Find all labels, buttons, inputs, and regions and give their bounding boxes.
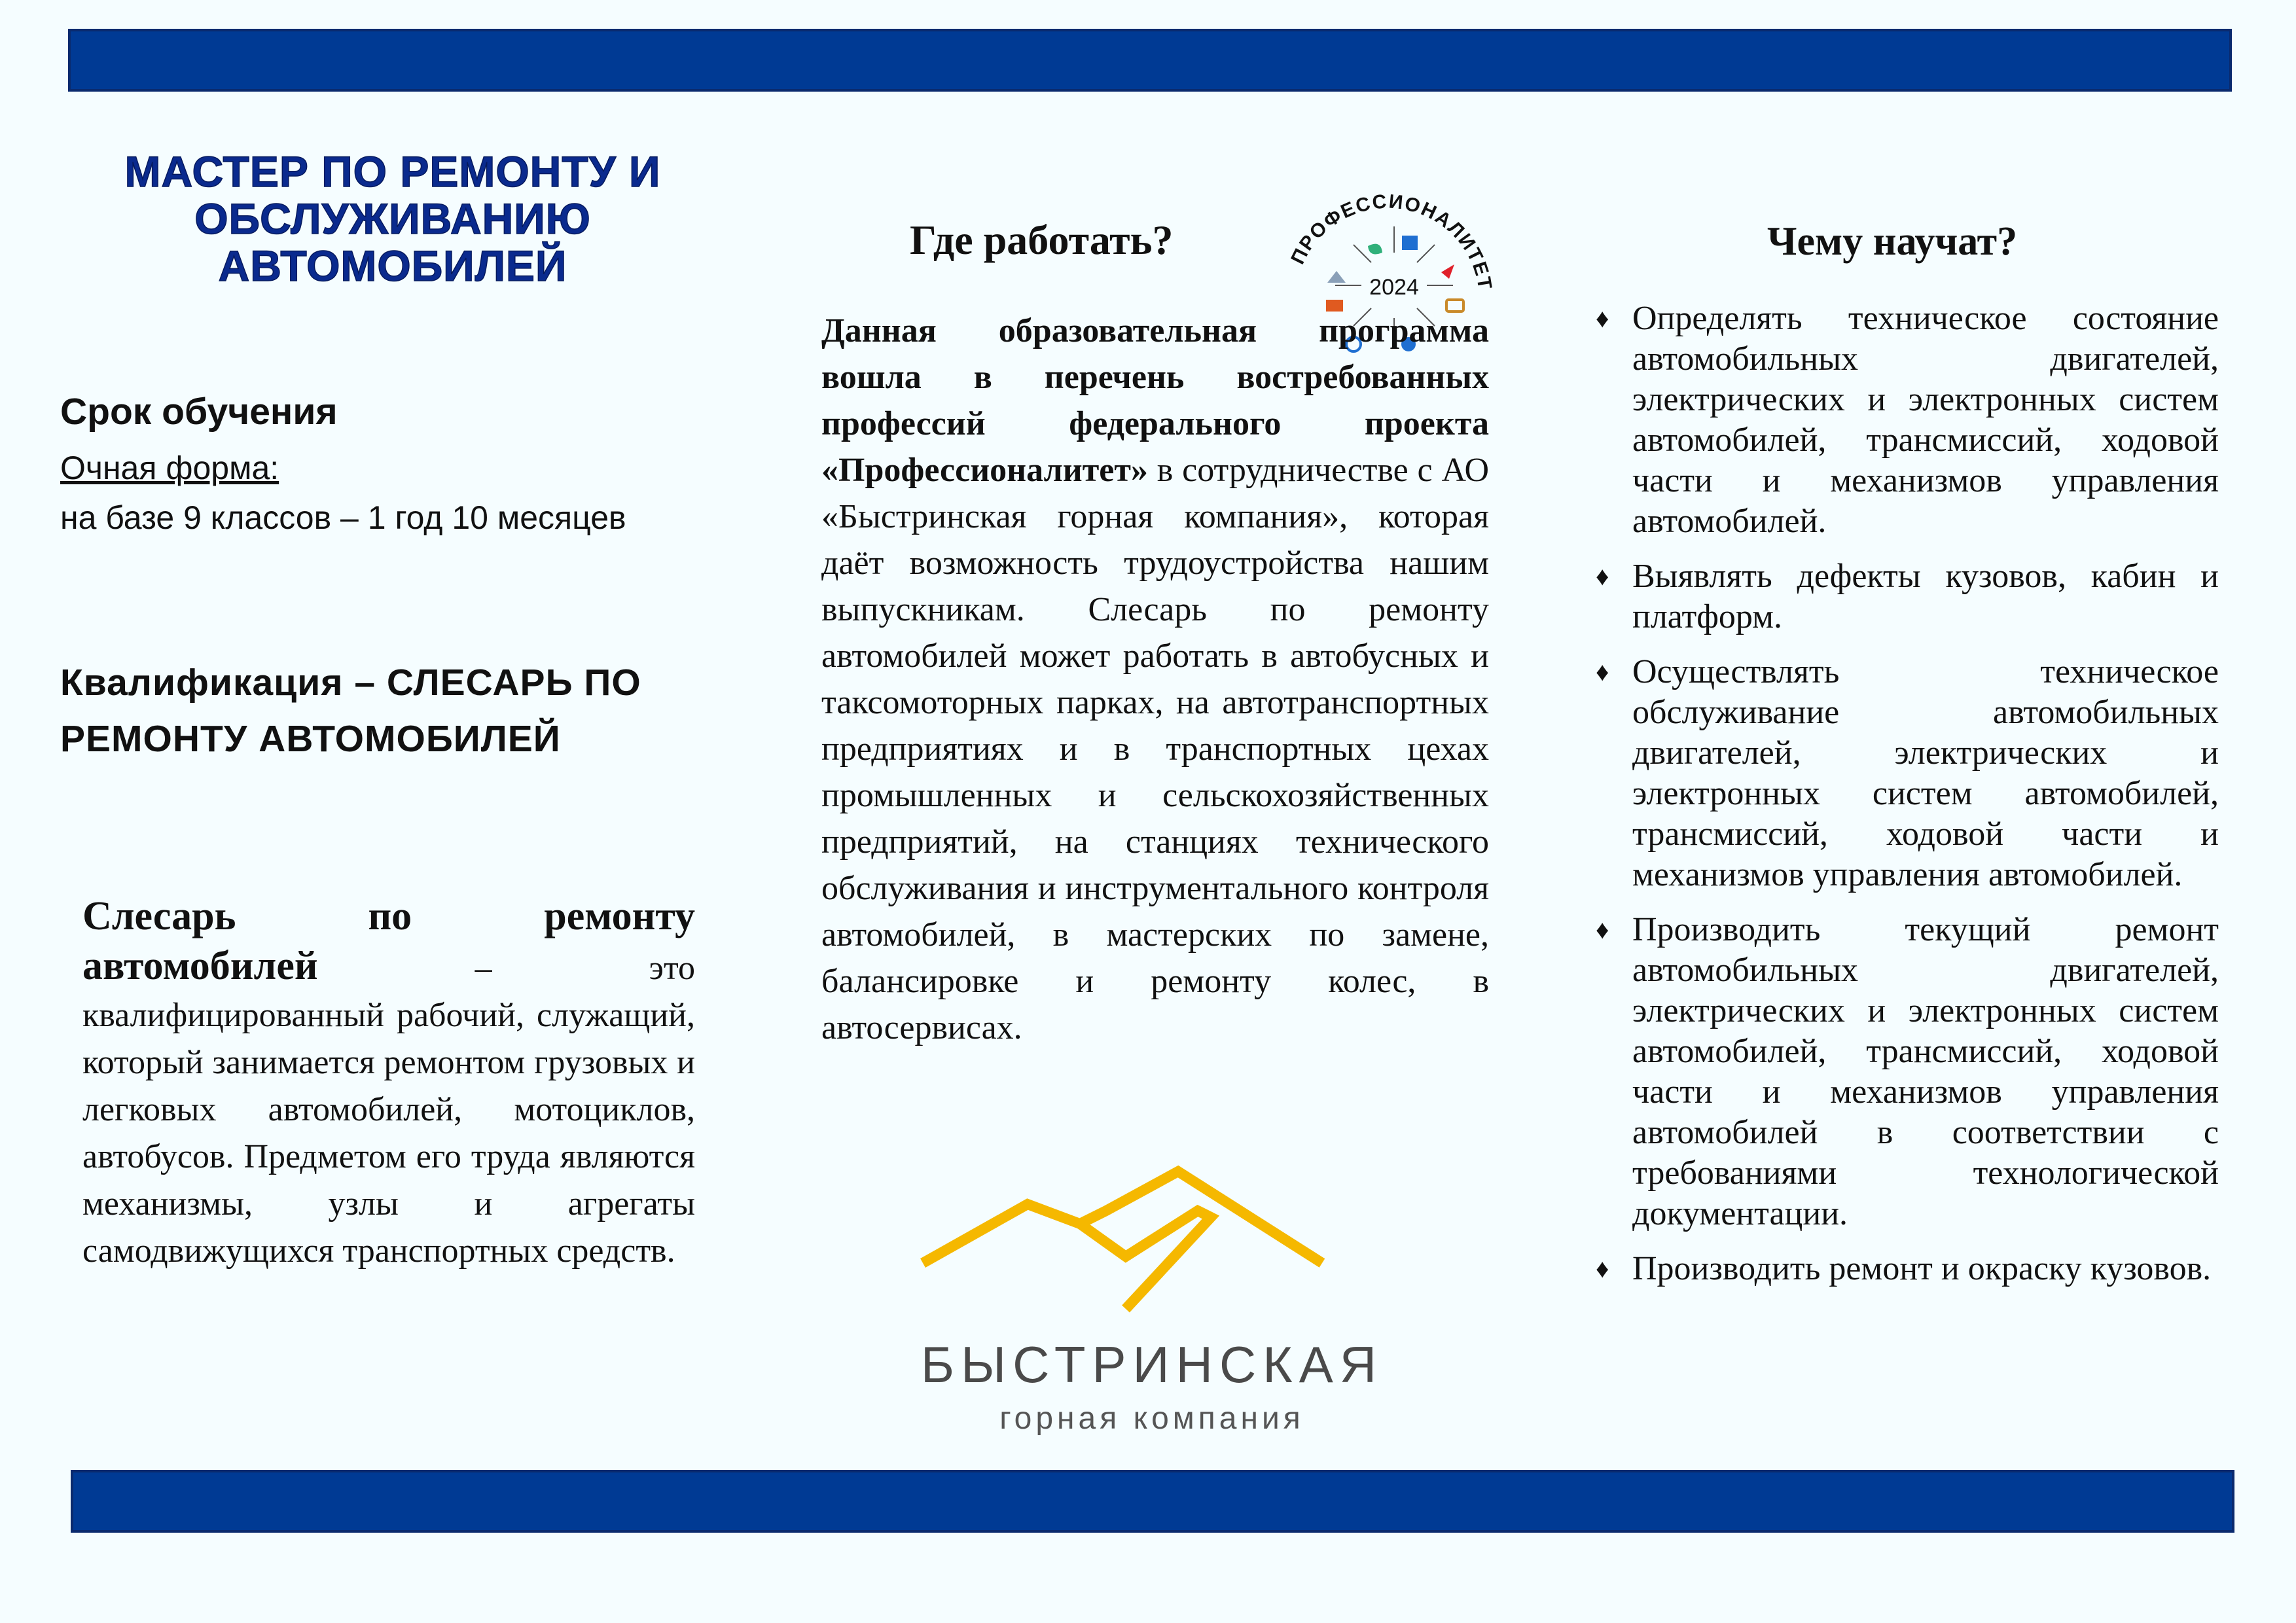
where-intro: Данная образовательная программа вошла в перечень востребованных профессий федерального проекта «Профессионалитет»	[821, 312, 1489, 489]
profession-description	[82, 893, 695, 1275]
program-title: МАСТЕР ПО РЕМОНТУ И ОБСЛУЖИВАНИЮ АВТОМОБИЛЕЙ	[124, 147, 661, 290]
list-item: ♦ Определять техническое состояние автомобильных двигателей, электрических и электронных систем автомобилей, трансмиссий, ходовой части и механизмов управления автомобилей.	[1596, 300, 2219, 540]
company-subtitle: горная компания	[999, 1401, 1304, 1436]
duration-value: на базе 9 классов – 1 год 10 месяцев	[60, 499, 626, 536]
list-item: ♦ Производить ремонт и окраску кузовов.	[1590, 1249, 2219, 1289]
list-item: ♦ Осуществлять техническое обслуживание автомобильных двигателей, электрических и электронных систем автомобилей, трансмиссий, ходовой части и механизмов управления автомобилей.	[1596, 653, 2219, 893]
where-body: в сотрудничестве с АО «Быстринская горная компания», которая даёт возможность трудоустройства нашим выпускникам. Слесарь по ремонту автомобилей может работать в автобусных и таксомоторных парках, на автотранспортных предприятиях и в транспортных цехах промышленных и сельскохозяйственных предприятий, на станциях технического обслуживания и инструментального контроля автомобилей, в мастерских по замене, балансировке и ремонту колес, в автосервисах.	[821, 452, 1489, 1046]
diamond-bullet-icon: ♦	[1596, 657, 1609, 687]
where-to-work-heading: Где работать?	[910, 217, 1174, 263]
diamond-bullet-icon: ♦	[1596, 304, 1609, 333]
top-banner-bar	[68, 29, 2232, 92]
qualification: Квалификация – СЛЕСАРЬ ПО РЕМОНТУ АВТОМОБИЛЕЙ	[60, 662, 641, 760]
where-to-work-text	[821, 308, 1489, 1051]
diamond-bullet-icon: ♦	[1596, 562, 1609, 591]
duration-form: Очная форма:	[60, 450, 279, 486]
description-body: – это квалифицированный рабочий, служащий, который занимается ремонтом грузовых и легковых автомобилей, мотоциклов, автобусов. Предметом его труда являются механизмы, узлы и агрегаты самодвижущихся транспортных средств.	[82, 950, 695, 1270]
description-lead: Слесарь по ремонту автомобилей	[82, 894, 695, 988]
logo-year: 2024	[1369, 275, 1419, 300]
what-you-learn-heading: Чему научат?	[1767, 219, 2018, 264]
company-name: БЫСТРИНСКАЯ	[920, 1336, 1384, 1393]
bottom-banner-bar	[71, 1470, 2234, 1533]
list-item: ♦ Выявлять дефекты кузовов, кабин и платформ.	[1596, 558, 2219, 635]
diamond-bullet-icon: ♦	[1596, 1254, 1609, 1283]
skills-list	[1590, 298, 2219, 1304]
diamond-bullet-icon: ♦	[1596, 915, 1609, 944]
duration-heading: Срок обучения	[60, 391, 338, 433]
company-logo-mountains	[903, 1152, 1401, 1440]
list-item: ♦ Производить текущий ремонт автомобильных двигателей, электрических и электронных систем автомобилей, трансмиссий, ходовой части и механизмов управления автомобилей в соответствии с требованиями технологической документации.	[1596, 911, 2219, 1232]
logo-arc-text: ПРОФЕССИОНАЛИТЕТ	[1287, 190, 1496, 293]
